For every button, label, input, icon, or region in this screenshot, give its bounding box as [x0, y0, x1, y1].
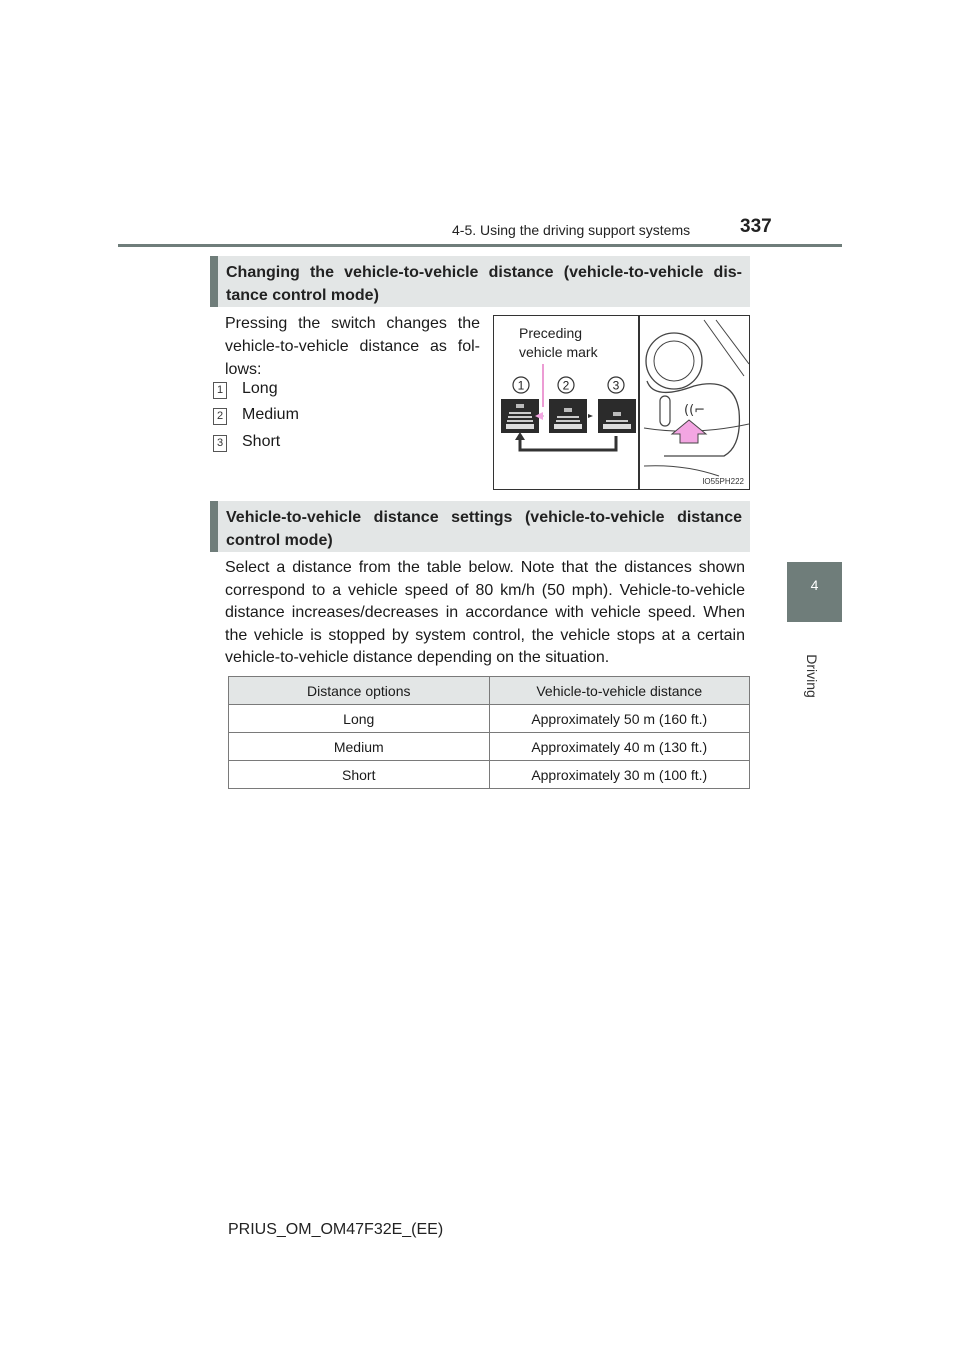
- table-row: [229, 705, 750, 733]
- callout-label-line2: vehicle mark: [519, 344, 598, 360]
- header-rule: [118, 244, 842, 247]
- section2-paragraph: Select a distance from the table below. Note that the distances shown correspond to a vehicle speed of 80 km/h (50 mph). Vehicle-to-vehicle distance increases/decreases in accordance with vehicle speed. When the vehicle is stopped by system control, the vehicle stops at a certain vehicle-to-vehicle distance depending on the situation.: [225, 559, 745, 666]
- section1-body-text: Pressing the switch changes the vehicle-to-vehicle distance as fol-lows:: [225, 315, 480, 378]
- press-arrow-icon: [672, 420, 706, 443]
- arrow-right-icon: [588, 414, 593, 418]
- illustration-svg: [494, 316, 749, 489]
- section-heading-change-distance: Changing the vehicle-to-vehicle distance (vehicle-to-vehicle dis-tance control mode): [210, 256, 750, 307]
- chapter-tab: [787, 562, 842, 622]
- table-cell: Medium: [229, 733, 490, 761]
- section2-body-text: [225, 557, 745, 670]
- chapter-label-box: [782, 654, 842, 700]
- steering-switch-drawing: [644, 320, 749, 476]
- callout-label-line1: Preceding: [519, 325, 583, 341]
- step-number-2: 2: [562, 378, 570, 393]
- list-item-label: Short: [242, 433, 281, 450]
- list-item: [213, 380, 363, 402]
- list-item: [213, 406, 363, 428]
- list-item-label: Long: [242, 380, 278, 397]
- list-number-badge: 1: [213, 382, 227, 399]
- table-cell: Approximately 50 m (160 ft.): [489, 705, 750, 733]
- list-number-badge: 3: [213, 435, 227, 452]
- chapter-number: 4: [810, 577, 819, 593]
- arrow-up-icon: [515, 432, 525, 440]
- figure-code: IO55PH222: [702, 477, 744, 486]
- page-number: 337: [740, 216, 772, 237]
- distance-switch-icon: ((⌐: [684, 403, 706, 418]
- table-cell: Approximately 40 m (130 ft.): [489, 733, 750, 761]
- distance-display-medium: [549, 399, 587, 433]
- distance-display-short: [598, 399, 636, 433]
- step-circle-3: [608, 377, 624, 393]
- section-heading-distance-settings: Vehicle-to-vehicle distance settings (vehicle-to-vehicle distance control mode): [210, 501, 750, 552]
- chapter-label: Driving: [804, 654, 820, 698]
- table-header-cell: Vehicle-to-vehicle distance: [489, 677, 750, 705]
- list-item: [213, 433, 363, 455]
- table-cell: Long: [229, 705, 490, 733]
- step-circle-2: [558, 377, 574, 393]
- step-number-3: 3: [612, 378, 620, 393]
- table-row: [229, 733, 750, 761]
- table-header-cell: Distance options: [229, 677, 490, 705]
- return-loop-line: [520, 436, 616, 450]
- table-header-row: [229, 677, 750, 705]
- list-item-label: Medium: [242, 406, 299, 423]
- running-header-title: 4-5. Using the driving support systems: [452, 222, 691, 238]
- distance-switch-illustration: [493, 315, 750, 490]
- distance-display-long: [501, 399, 539, 433]
- table-cell: Short: [229, 761, 490, 789]
- step-circle-1: [513, 377, 529, 393]
- distance-options-table: [228, 676, 750, 789]
- table-cell: Approximately 30 m (100 ft.): [489, 761, 750, 789]
- list-number-badge: 2: [213, 408, 227, 425]
- table-row: [229, 761, 750, 789]
- step-number-1: 1: [517, 378, 525, 393]
- document-code-footer: PRIUS_OM_OM47F32E_(EE): [228, 1221, 444, 1238]
